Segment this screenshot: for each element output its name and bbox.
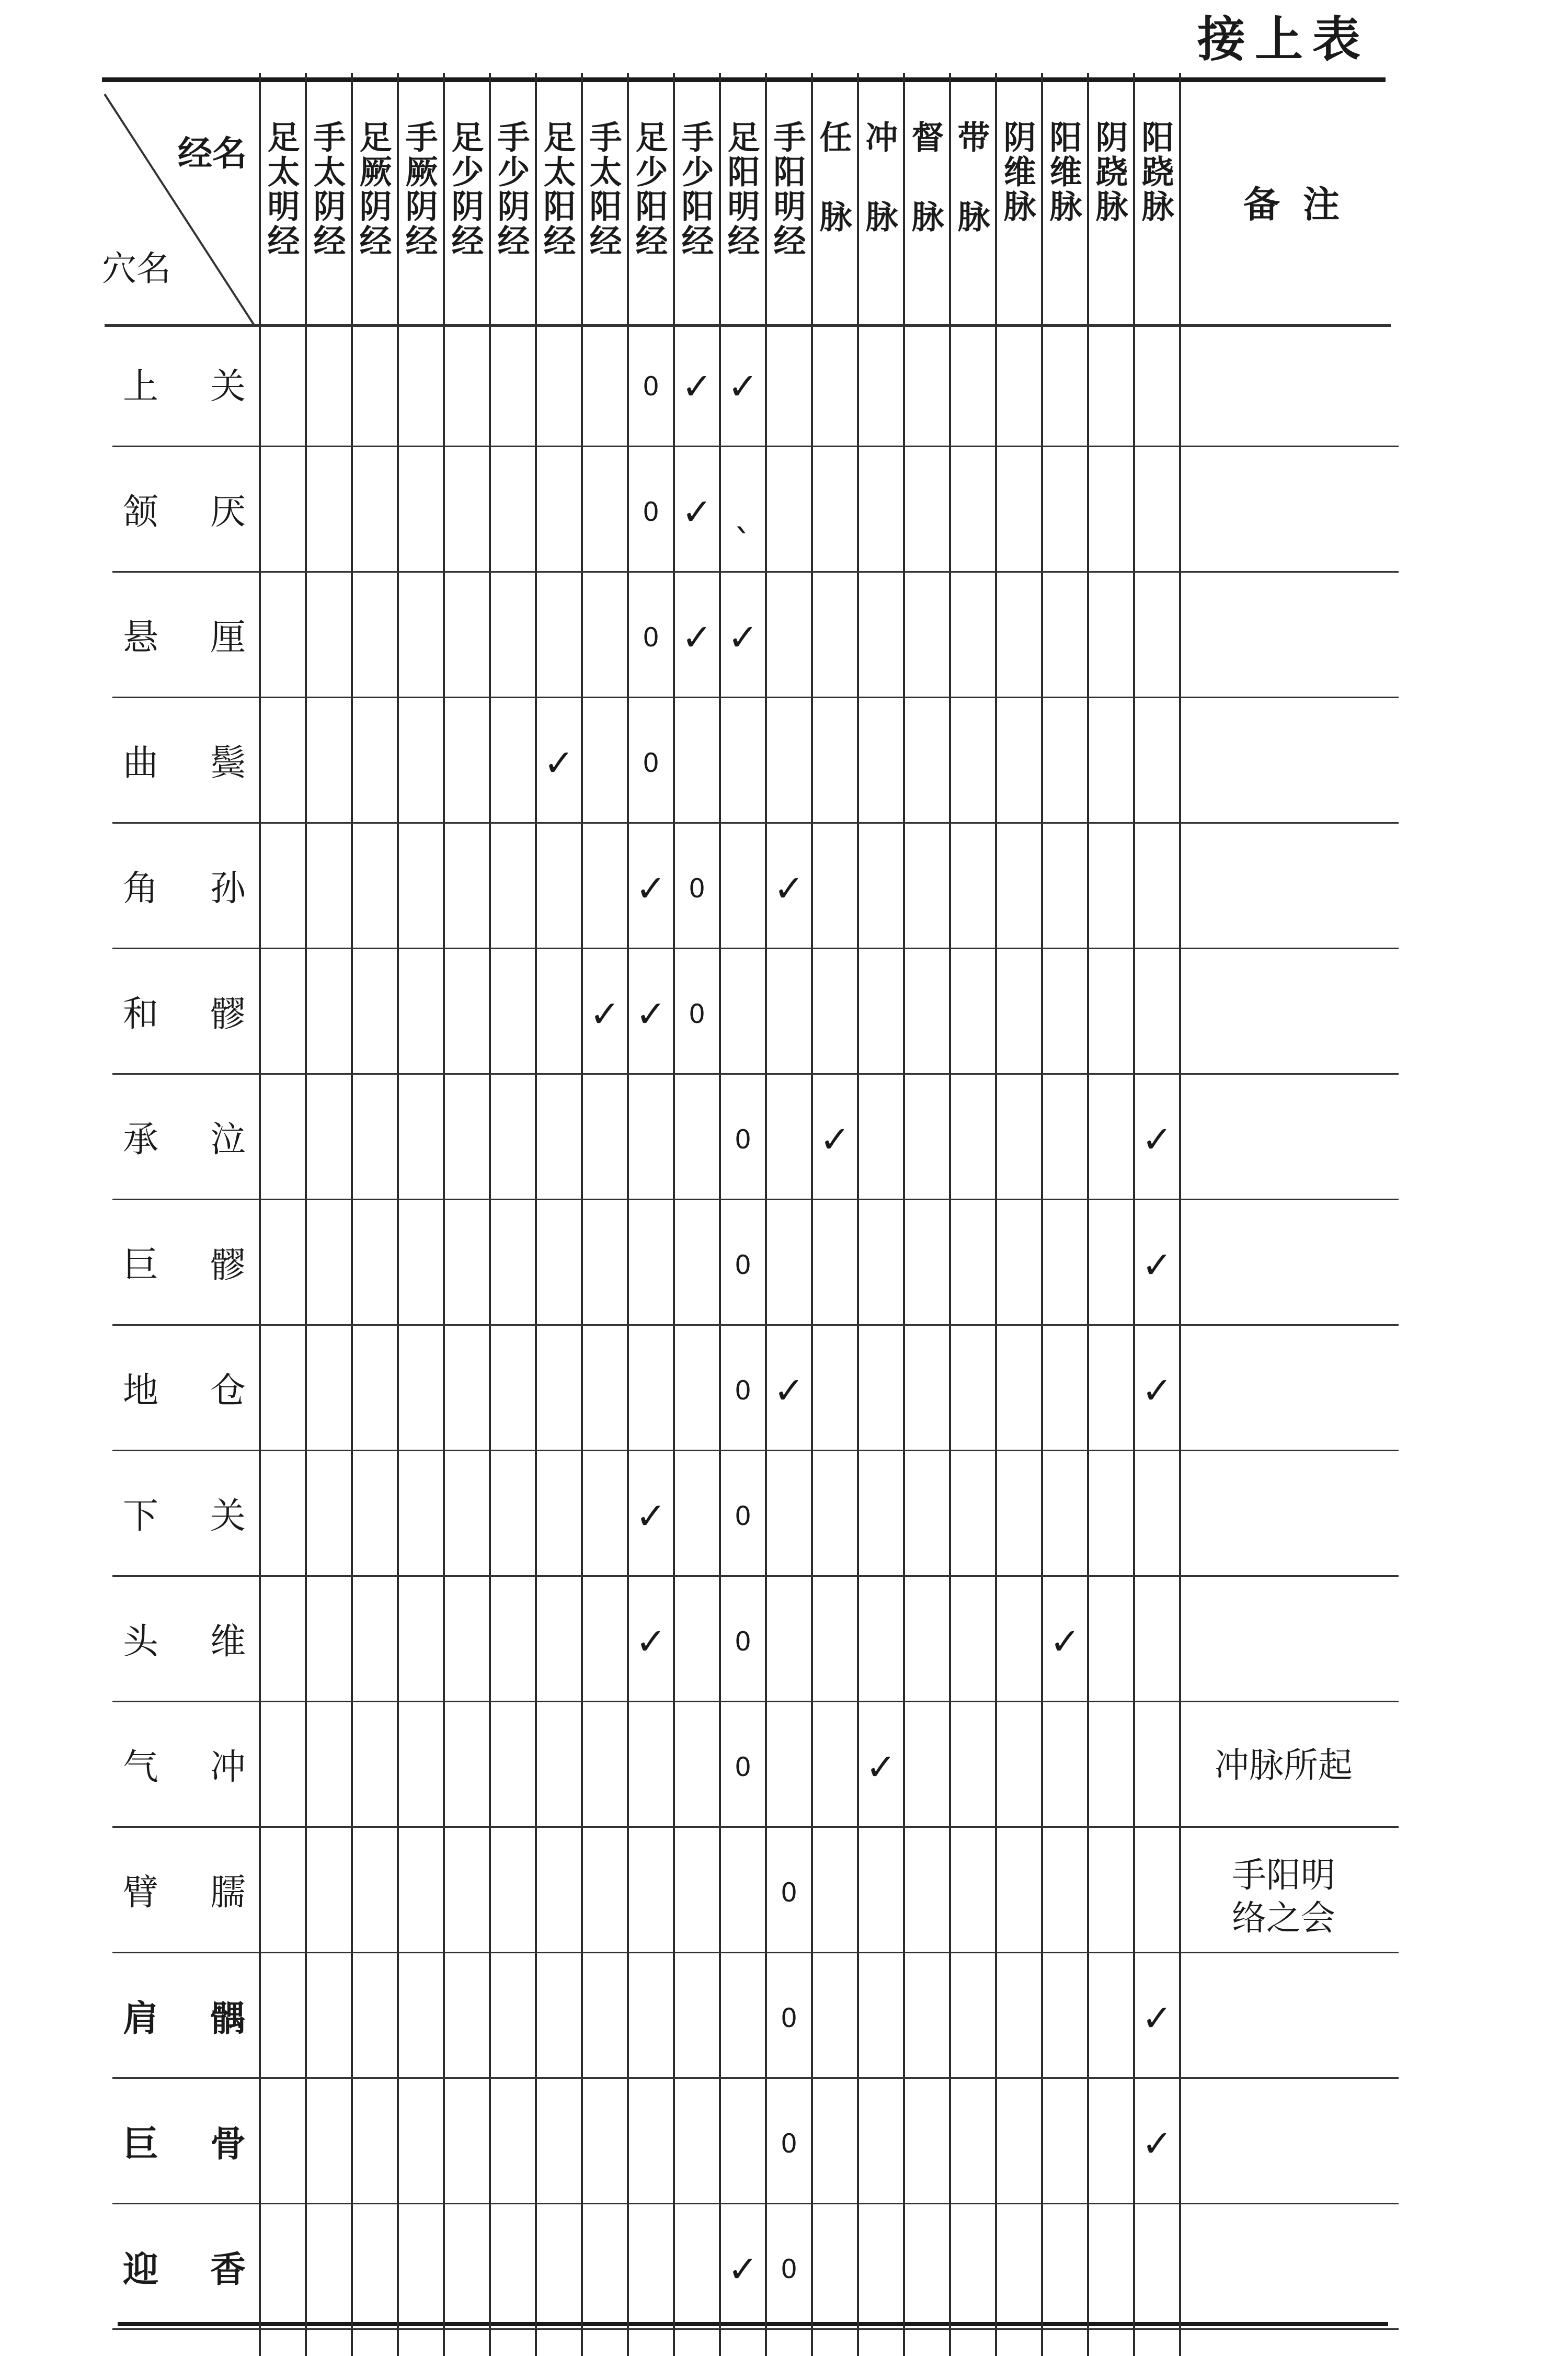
point-name-char: 冲 (210, 1747, 246, 1788)
corner-header-point: 穴名 (102, 248, 171, 289)
row-note: 冲脉所起 (1215, 1745, 1353, 1785)
point-name-char: 香 (210, 2249, 246, 2291)
row-divider (112, 1575, 1399, 1577)
intersection-circle-mark: 0 (735, 1250, 751, 1280)
point-name (112, 1619, 259, 1666)
point-name-char: 臂 (123, 1872, 159, 1914)
row-divider (112, 1199, 1399, 1200)
column-header: 手少阳经 (676, 120, 714, 258)
point-name-char: 骨 (210, 2123, 246, 2165)
meridian-check-mark: ✓ (681, 491, 713, 533)
column-header: 足太阳经 (538, 120, 576, 258)
point-name-char: 巨 (123, 2123, 159, 2165)
intersection-circle-mark: 0 (735, 1124, 751, 1155)
point-name (112, 866, 259, 913)
column-divider (351, 73, 353, 2356)
column-header: 手太阳经 (584, 120, 622, 258)
column-divider (305, 73, 307, 2356)
meridian-check-mark: ✓ (1141, 1118, 1173, 1161)
meridian-check-mark: ✓ (589, 993, 621, 1035)
point-name-char: 关 (210, 1496, 246, 1537)
meridian-check-mark: ✓ (1141, 1369, 1173, 1412)
intersection-circle-mark: 0 (735, 1501, 751, 1531)
meridian-check-mark: ✓ (865, 1746, 897, 1789)
meridian-check-mark: ✓ (727, 616, 759, 659)
point-name-char: 巨 (123, 1245, 159, 1286)
point-name-char: 髎 (210, 1245, 246, 1286)
intersection-circle-mark: 0 (643, 622, 659, 653)
point-name-char: 肩 (123, 1998, 159, 2040)
column-divider (995, 73, 997, 2356)
meridian-check-mark: ✓ (773, 1369, 805, 1412)
intersection-circle-mark: 0 (643, 371, 659, 402)
point-name (112, 489, 259, 536)
row-note: 手阳明络之会 (1232, 1855, 1335, 1938)
intersection-circle-mark: 0 (689, 999, 705, 1029)
meridian-check-mark: ✓ (727, 365, 759, 408)
point-name-char: 泣 (210, 1119, 246, 1160)
corner-header-meridian: 经名 (178, 133, 247, 174)
column-divider (719, 73, 721, 2356)
point-name (112, 1744, 259, 1791)
column-header: 手阳明经 (768, 120, 806, 258)
row-divider (112, 948, 1399, 949)
meridian-check-mark: ✓ (819, 1118, 851, 1161)
point-name-char: 颔 (123, 492, 159, 533)
point-name (112, 1493, 259, 1540)
point-name-char: 厘 (210, 617, 246, 658)
column-header: 手太阴经 (308, 120, 346, 258)
row-divider (112, 571, 1399, 573)
point-name-char: 和 (123, 994, 159, 1035)
column-header: 阳跷脉 (1136, 120, 1174, 224)
point-name-char: 髎 (210, 994, 246, 1035)
column-header: 手厥阴经 (400, 120, 438, 258)
row-divider (112, 2077, 1399, 2079)
point-name (112, 2246, 259, 2293)
point-name-char: 髃 (210, 1998, 246, 2040)
row-divider (112, 446, 1399, 447)
row-divider (112, 2328, 1399, 2330)
meridian-check-mark: ✓ (635, 1495, 667, 1538)
meridian-check-mark: ✓ (543, 742, 575, 784)
point-name-char: 维 (210, 1621, 246, 1663)
meridian-check-mark: ✓ (1141, 1244, 1173, 1287)
column-divider (535, 73, 537, 2356)
meridian-check-mark: ✓ (635, 867, 667, 910)
meridian-check-mark: ✓ (727, 2248, 759, 2291)
column-divider (627, 73, 629, 2356)
meridian-check-mark: ✓ (1049, 1620, 1081, 1663)
point-name (112, 363, 259, 411)
point-name-char: 下 (123, 1496, 159, 1537)
point-name-char: 关 (210, 366, 246, 407)
intersection-circle-mark: 0 (689, 873, 705, 904)
meridian-check-mark: ✓ (635, 1620, 667, 1663)
meridian-check-mark: ˎ (734, 491, 752, 533)
point-name (112, 1368, 259, 1415)
point-name-char: 仓 (210, 1370, 246, 1412)
intersection-circle-mark: 0 (735, 1626, 751, 1657)
meridian-check-mark: ✓ (635, 993, 667, 1035)
meridian-check-mark: ✓ (1141, 1997, 1173, 2040)
intersection-circle-mark: 0 (781, 1877, 797, 1908)
column-header: 手少阴经 (492, 120, 530, 258)
row-divider (112, 1073, 1399, 1075)
point-name (112, 614, 259, 662)
point-name (112, 2121, 259, 2168)
intersection-circle-mark: 0 (781, 2129, 797, 2159)
point-name-char: 鬓 (210, 743, 246, 784)
column-header: 阴维脉 (998, 120, 1036, 224)
meridian-check-mark: ✓ (1141, 2122, 1173, 2165)
row-divider (112, 697, 1399, 698)
row-divider (112, 1952, 1399, 1953)
column-header: 足少阴经 (446, 120, 484, 258)
point-name-char: 悬 (123, 617, 159, 658)
point-name (112, 991, 259, 1038)
column-divider (1087, 73, 1089, 2356)
row-divider (112, 1324, 1399, 1326)
point-name (112, 1242, 259, 1289)
notes-header: 备 注 (1243, 183, 1345, 226)
point-name (112, 740, 259, 787)
column-header: 冲脉 (860, 120, 898, 279)
intersection-circle-mark: 0 (781, 2003, 797, 2033)
row-divider (112, 1450, 1399, 1451)
column-header: 阳维脉 (1044, 120, 1082, 224)
header-divider (105, 324, 1391, 327)
row-divider (112, 1701, 1399, 1702)
column-header: 足厥阴经 (354, 120, 392, 258)
column-divider (489, 73, 491, 2356)
point-name-char: 承 (123, 1119, 159, 1160)
page-title: 接上表 (1197, 11, 1370, 67)
column-divider (581, 73, 583, 2356)
point-name-char: 上 (123, 366, 159, 407)
column-divider (903, 73, 905, 2356)
column-divider (857, 73, 859, 2356)
point-name-char: 臑 (210, 1872, 246, 1914)
point-name (112, 1117, 259, 1164)
column-divider (1041, 73, 1043, 2356)
point-name-char: 头 (123, 1621, 159, 1663)
point-name-char: 厌 (210, 492, 246, 533)
point-name (112, 1995, 259, 2042)
point-name-char: 迎 (123, 2249, 159, 2291)
intersection-circle-mark: 0 (781, 2254, 797, 2284)
meridian-check-mark: ✓ (773, 867, 805, 910)
column-header: 任脉 (814, 120, 852, 279)
column-header: 督脉 (906, 120, 944, 279)
intersection-circle-mark: 0 (735, 1752, 751, 1782)
point-name-char: 曲 (123, 743, 159, 784)
meridian-check-mark: ✓ (681, 616, 713, 659)
column-header: 足少阳经 (630, 120, 668, 258)
point-name-char: 气 (123, 1747, 159, 1788)
intersection-circle-mark: 0 (735, 1375, 751, 1406)
point-name (112, 1870, 259, 1917)
point-name-char: 孙 (210, 868, 246, 909)
column-divider (949, 73, 951, 2356)
column-header: 足阳明经 (722, 120, 760, 258)
point-name-char: 地 (123, 1370, 159, 1412)
meridian-check-mark: ✓ (681, 365, 713, 408)
row-divider (112, 2203, 1399, 2204)
intersection-circle-mark: 0 (643, 497, 659, 527)
column-divider (259, 73, 261, 2356)
row-divider (112, 822, 1399, 824)
column-divider (443, 73, 445, 2356)
column-divider (673, 73, 675, 2356)
point-name-char: 角 (123, 868, 159, 909)
column-header: 阴跷脉 (1090, 120, 1128, 224)
column-header: 足太明经 (262, 120, 300, 258)
intersection-circle-mark: 0 (643, 748, 659, 778)
row-divider (112, 1826, 1399, 1828)
column-header: 带脉 (952, 120, 990, 279)
column-divider (397, 73, 399, 2356)
